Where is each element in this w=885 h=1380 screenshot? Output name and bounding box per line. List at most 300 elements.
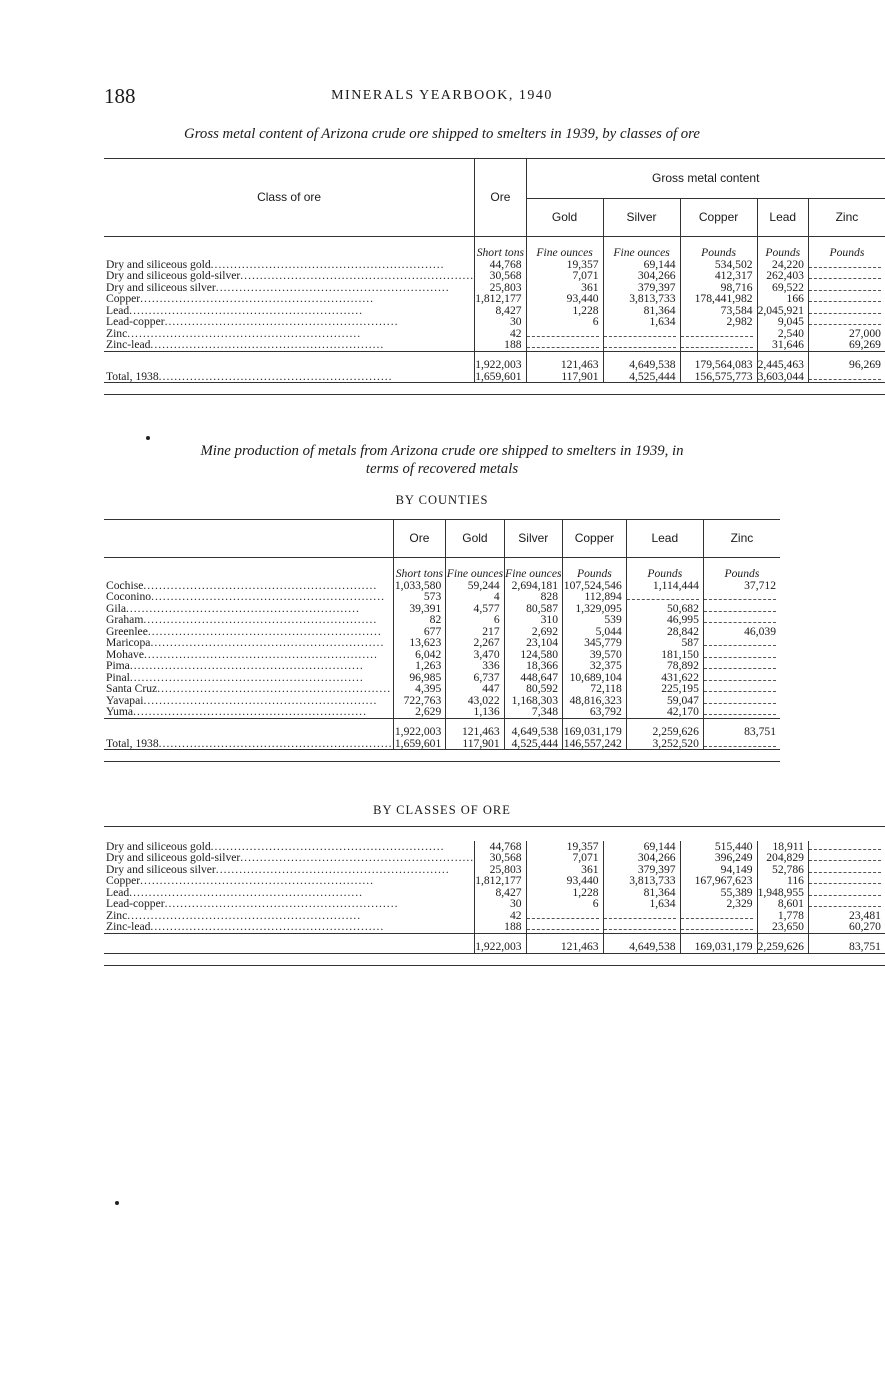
cell-lead: 52,786 — [757, 864, 808, 876]
cell-copper: 63,792 — [563, 706, 627, 718]
blank-dash-line — [604, 340, 676, 348]
cell-gold: 93,440 — [526, 293, 603, 305]
cell-lead: 2,045,921 — [757, 305, 808, 317]
blank-dash-line — [527, 340, 599, 348]
cell-silver: 304,266 — [603, 270, 680, 282]
cell-zinc — [808, 875, 885, 887]
cell-copper: 107,524,546 — [563, 580, 627, 592]
col-header-blank — [104, 520, 393, 558]
table-row — [104, 591, 780, 603]
row-label — [104, 875, 475, 887]
cell-silver: 304,266 — [603, 852, 680, 864]
cell-gold: 6 — [526, 898, 603, 910]
cell-gold — [526, 339, 603, 351]
cell-gold: 336 — [446, 660, 504, 672]
cell-silver: 3,813,733 — [603, 875, 680, 887]
cell-ore: 573 — [393, 591, 446, 603]
cell-silver: 2,694,181 — [504, 580, 562, 592]
cell-zinc — [808, 293, 885, 305]
blank-dash-line — [809, 260, 881, 268]
cell-zinc: 23,481 — [808, 910, 885, 922]
cell-silver: 23,104 — [504, 637, 562, 649]
cell-ore: 42 — [475, 328, 526, 340]
table-row — [104, 637, 780, 649]
cell-zinc: 37,712 — [703, 580, 780, 592]
cell-gold: 117,901 — [446, 738, 504, 750]
cell-copper: 55,389 — [680, 887, 757, 899]
row-label-text: Coconino — [106, 590, 152, 603]
blank-dash-line — [604, 911, 676, 919]
unit-copper: Pounds — [563, 558, 627, 580]
cell-gold: 1,228 — [526, 305, 603, 317]
leader-dots: ............................................................ — [150, 636, 385, 649]
cell-silver: 379,397 — [603, 864, 680, 876]
cell-zinc — [808, 371, 885, 383]
cell-copper: 534,502 — [680, 259, 757, 271]
cell-zinc — [703, 695, 780, 707]
table-row — [104, 270, 885, 282]
cell-ore: 1,659,601 — [475, 371, 526, 383]
cell-lead: 28,842 — [626, 626, 703, 638]
col-header-zinc: Zinc — [703, 520, 780, 558]
cell-silver: 69,144 — [603, 259, 680, 271]
unit-ore: Short tons — [475, 237, 526, 259]
leader-dots: ............................................................ — [125, 601, 360, 615]
cell-zinc — [703, 660, 780, 672]
cell-ore: 1,659,601 — [393, 738, 446, 750]
cell-silver: 4,525,444 — [504, 738, 562, 750]
cell-silver: 1,168,303 — [504, 695, 562, 707]
leader-dots: ............................................................ — [129, 659, 364, 672]
col-header-copper: Copper — [563, 520, 627, 558]
cell-ore: 44,768 — [475, 259, 526, 271]
cell-lead: 3,252,520 — [626, 738, 703, 750]
cell-lead: 23,650 — [757, 921, 808, 933]
row-label — [104, 738, 393, 750]
col-header-gold: Gold — [526, 199, 603, 237]
row-label-text: Maricopa — [106, 636, 151, 649]
cell-copper — [680, 339, 757, 351]
row-label-text: Copper — [106, 874, 141, 887]
col-header-zinc: Zinc — [808, 199, 885, 237]
cell-lead: 1,948,955 — [757, 887, 808, 899]
leader-dots: ............................................................ — [144, 647, 378, 661]
cell-ore: 1,922,003 — [475, 359, 526, 371]
cell-zinc — [703, 683, 780, 695]
leader-dots: ............................................................ — [129, 303, 364, 317]
row-label-text: Zinc-lead — [106, 338, 151, 351]
unit-lead: Pounds — [626, 558, 703, 580]
total-label-blank — [104, 359, 475, 371]
cell-lead: 262,403 — [757, 270, 808, 282]
cell-gold: 121,463 — [526, 941, 603, 953]
cell-lead: 204,829 — [757, 852, 808, 864]
cell-silver: 4,525,444 — [603, 371, 680, 383]
cell-silver — [603, 328, 680, 340]
row-label-text: Dry and siliceous gold — [106, 839, 211, 853]
cell-lead: 24,220 — [757, 259, 808, 271]
cell-silver: 1,634 — [603, 316, 680, 328]
row-label — [104, 706, 393, 718]
cell-copper: 72,118 — [563, 683, 627, 695]
cell-gold: 59,244 — [446, 580, 504, 592]
blank-dash-line — [704, 592, 776, 600]
blank-dash-line — [809, 372, 881, 380]
bottom-pad — [104, 750, 780, 762]
unit-zinc: Pounds — [808, 237, 885, 259]
cell-zinc: 83,751 — [703, 726, 780, 738]
cell-gold: 447 — [446, 683, 504, 695]
cell-lead: 8,601 — [757, 898, 808, 910]
cell-gold: 4,577 — [446, 603, 504, 615]
total-row — [104, 359, 885, 371]
cell-lead: 587 — [626, 637, 703, 649]
blank-dash-line — [704, 650, 776, 658]
cell-ore: 8,427 — [475, 887, 526, 899]
col-header-ore: Ore — [475, 159, 526, 237]
cell-ore: 96,985 — [393, 672, 446, 684]
page-header — [104, 86, 780, 110]
table-row — [104, 316, 885, 328]
row-label — [104, 293, 475, 305]
cell-gold: 6 — [526, 316, 603, 328]
cell-gold: 93,440 — [526, 875, 603, 887]
cell-lead — [626, 591, 703, 603]
cell-gold: 6 — [446, 614, 504, 626]
table-row — [104, 614, 780, 626]
cell-zinc: 96,269 — [808, 359, 885, 371]
blank-dash-line — [681, 329, 753, 337]
cell-copper — [680, 328, 757, 340]
cell-zinc: 60,270 — [808, 921, 885, 933]
cell-copper: 539 — [563, 614, 627, 626]
cell-silver: 4,649,538 — [504, 726, 562, 738]
leader-dots: ............................................................ — [240, 269, 475, 282]
cell-ore: 1,922,003 — [393, 726, 446, 738]
cell-ore: 188 — [475, 339, 526, 351]
cell-copper: 73,584 — [680, 305, 757, 317]
cell-copper — [680, 910, 757, 922]
row-label-text: Pinal — [106, 670, 130, 684]
table-row — [104, 852, 885, 864]
row-label-text: Dry and siliceous silver — [106, 280, 216, 294]
cell-copper: 10,689,104 — [563, 672, 627, 684]
cell-zinc — [703, 649, 780, 661]
unit-gold: Fine ounces — [446, 558, 504, 580]
blank-dash-line — [627, 592, 699, 600]
cell-ore: 1,812,177 — [475, 875, 526, 887]
cell-copper: 169,031,179 — [680, 941, 757, 953]
cell-copper: 2,329 — [680, 898, 757, 910]
blank-dash-line — [527, 911, 599, 919]
unit-silver: Fine ounces — [504, 558, 562, 580]
cell-gold: 6,737 — [446, 672, 504, 684]
counties-table — [104, 519, 780, 762]
cell-copper: 178,441,982 — [680, 293, 757, 305]
blank-dash-line — [809, 842, 881, 850]
cell-copper: 179,564,083 — [680, 359, 757, 371]
cell-silver: 124,580 — [504, 649, 562, 661]
leader-dots: ............................................................ — [157, 682, 392, 695]
row-label-text: Lead-copper — [106, 315, 165, 328]
leader-dots: ............................................................ — [140, 292, 375, 305]
cell-ore: 82 — [393, 614, 446, 626]
cell-ore: 1,812,177 — [475, 293, 526, 305]
stray-mark — [115, 1201, 119, 1205]
row-label-text: Zinc — [106, 326, 128, 340]
cell-lead: 1,778 — [757, 910, 808, 922]
table-row — [104, 293, 885, 305]
cell-silver: 80,587 — [504, 603, 562, 615]
cell-copper: 345,779 — [563, 637, 627, 649]
cell-copper: 396,249 — [680, 852, 757, 864]
unit-zinc: Pounds — [703, 558, 780, 580]
cell-copper: 5,044 — [563, 626, 627, 638]
cell-ore: 722,763 — [393, 695, 446, 707]
cell-silver: 18,366 — [504, 660, 562, 672]
cell-copper: 1,329,095 — [563, 603, 627, 615]
unit-blank — [104, 237, 475, 259]
row-label-text: Total, 1938 — [106, 369, 159, 383]
cell-zinc — [808, 259, 885, 271]
blank-dash-line — [809, 876, 881, 884]
leader-dots: ............................................................ — [140, 874, 375, 887]
blank-dash-line — [527, 329, 599, 337]
cell-lead: 225,195 — [626, 683, 703, 695]
cell-lead: 166 — [757, 293, 808, 305]
cell-zinc: 46,039 — [703, 626, 780, 638]
cell-lead: 2,259,626 — [626, 726, 703, 738]
cell-silver: 828 — [504, 591, 562, 603]
cell-copper — [680, 921, 757, 933]
cell-silver: 80,592 — [504, 683, 562, 695]
table-row — [104, 660, 780, 672]
blank-dash-line — [604, 329, 676, 337]
page-number: 188 — [104, 84, 136, 108]
cell-lead: 59,047 — [626, 695, 703, 707]
cell-lead: 78,892 — [626, 660, 703, 672]
leader-dots: ............................................................ — [210, 257, 445, 271]
cell-lead: 1,114,444 — [626, 580, 703, 592]
leader-dots: ............................................................ — [143, 613, 378, 626]
cell-gold: 217 — [446, 626, 504, 638]
cell-silver: 7,348 — [504, 706, 562, 718]
blank-dash-line — [809, 283, 881, 291]
table2-caption-line1: Mine production of metals from Arizona crude ore shipped to smelters in 1939, in — [200, 443, 684, 459]
subhead-by-classes-of-ore: BY CLASSES OF ORE — [373, 803, 511, 817]
row-label-text: Dry and siliceous gold-silver — [106, 851, 241, 864]
cell-copper: 48,816,323 — [563, 695, 627, 707]
table-row — [104, 706, 780, 718]
unit-copper: Pounds — [680, 237, 757, 259]
leader-dots: ............................................................ — [158, 736, 393, 750]
blank-dash-line — [809, 865, 881, 873]
cell-silver: 81,364 — [603, 305, 680, 317]
classes-of-ore-table — [104, 826, 885, 966]
table-row — [104, 921, 885, 933]
blank-dash-line — [704, 661, 776, 669]
cell-gold: 1,136 — [446, 706, 504, 718]
cell-copper: 94,149 — [680, 864, 757, 876]
cell-zinc: 69,269 — [808, 339, 885, 351]
row-label-text: Dry and siliceous silver — [106, 862, 216, 876]
blank-dash-line — [809, 853, 881, 861]
unit-gold: Fine ounces — [526, 237, 603, 259]
cell-lead: 18,911 — [757, 841, 808, 853]
cell-silver: 2,692 — [504, 626, 562, 638]
row-label-text: Lead — [106, 885, 130, 899]
cell-silver: 1,634 — [603, 898, 680, 910]
row-label-text: Zinc-lead — [106, 920, 151, 933]
cell-gold: 1,228 — [526, 887, 603, 899]
subhead-by-counties: BY COUNTIES — [395, 493, 489, 507]
cell-ore: 6,042 — [393, 649, 446, 661]
cell-ore: 42 — [475, 910, 526, 922]
cell-zinc — [808, 305, 885, 317]
col-header-silver: Silver — [603, 199, 680, 237]
total-1938-row — [104, 738, 780, 750]
cell-lead: 2,540 — [757, 328, 808, 340]
cell-ore: 30,568 — [475, 270, 526, 282]
cell-zinc — [703, 614, 780, 626]
blank-dash-line — [704, 684, 776, 692]
bottom-pad — [104, 383, 885, 395]
leader-dots: ............................................................ — [143, 578, 378, 592]
leader-dots: ............................................................ — [215, 862, 450, 876]
blank-dash-line — [681, 911, 753, 919]
col-header-gross-metal-content: Gross metal content — [526, 159, 885, 199]
cell-ore: 1,033,580 — [393, 580, 446, 592]
leader-dots: ............................................................ — [158, 369, 393, 383]
row-label-text: Dry and siliceous gold-silver — [106, 269, 241, 282]
cell-gold: 7,071 — [526, 852, 603, 864]
row-label — [104, 660, 393, 672]
cell-silver: 81,364 — [603, 887, 680, 899]
leader-dots: ............................................................ — [164, 897, 399, 910]
cell-zinc — [808, 864, 885, 876]
cell-gold — [526, 328, 603, 340]
cell-ore: 30 — [475, 316, 526, 328]
cell-zinc — [703, 672, 780, 684]
cell-copper: 167,967,623 — [680, 875, 757, 887]
row-label-text: Pima — [106, 659, 130, 672]
blank-dash-line — [809, 888, 881, 896]
row-label-text: Greenlee — [106, 624, 148, 638]
cell-zinc: 83,751 — [808, 941, 885, 953]
cell-lead: 50,682 — [626, 603, 703, 615]
unit-row — [104, 237, 885, 259]
leader-dots: ............................................................ — [164, 315, 399, 328]
cell-ore: 30,568 — [475, 852, 526, 864]
cell-ore: 8,427 — [475, 305, 526, 317]
row-label — [104, 316, 475, 328]
table2-caption-line2: terms of recovered metals — [365, 461, 519, 477]
cell-lead: 431,622 — [626, 672, 703, 684]
row-label-text: Total, 1938 — [106, 736, 159, 750]
cell-ore: 25,803 — [475, 864, 526, 876]
row-label — [104, 339, 475, 351]
cell-silver — [603, 339, 680, 351]
cell-gold: 4 — [446, 591, 504, 603]
cell-silver: 310 — [504, 614, 562, 626]
cell-zinc — [808, 841, 885, 853]
bottom-pad — [104, 953, 885, 965]
cell-silver: 379,397 — [603, 282, 680, 294]
unit-row — [104, 558, 780, 580]
blank-dash-line — [809, 899, 881, 907]
cell-lead: 3,603,044 — [757, 371, 808, 383]
cell-copper: 32,375 — [563, 660, 627, 672]
cell-zinc — [808, 887, 885, 899]
leader-dots: ............................................................ — [240, 851, 475, 864]
row-label — [104, 898, 475, 910]
table-row — [104, 898, 885, 910]
blank-dash-line — [704, 638, 776, 646]
row-label-text: Copper — [106, 292, 141, 305]
cell-ore: 25,803 — [475, 282, 526, 294]
blank-dash-line — [809, 294, 881, 302]
cell-zinc — [808, 852, 885, 864]
blank-dash-line — [704, 615, 776, 623]
cell-copper: 412,317 — [680, 270, 757, 282]
cell-gold: 117,901 — [526, 371, 603, 383]
cell-copper: 112,894 — [563, 591, 627, 603]
cell-lead: 69,522 — [757, 282, 808, 294]
cell-silver: 448,647 — [504, 672, 562, 684]
cell-gold: 43,022 — [446, 695, 504, 707]
cell-ore: 2,629 — [393, 706, 446, 718]
row-label — [104, 921, 475, 933]
col-header-lead: Lead — [757, 199, 808, 237]
cell-gold: 121,463 — [526, 359, 603, 371]
leader-dots: ............................................................ — [129, 670, 364, 684]
cell-lead: 9,045 — [757, 316, 808, 328]
cell-ore: 677 — [393, 626, 446, 638]
leader-dots: ............................................................ — [147, 624, 382, 638]
row-label-text: Cochise — [106, 578, 144, 592]
cell-silver: 4,649,538 — [603, 941, 680, 953]
cell-gold: 3,470 — [446, 649, 504, 661]
cell-gold: 19,357 — [526, 259, 603, 271]
col-header-silver: Silver — [504, 520, 562, 558]
cell-zinc — [808, 316, 885, 328]
cell-gold: 361 — [526, 864, 603, 876]
cell-ore: 13,623 — [393, 637, 446, 649]
row-label-text: Yavapai — [106, 693, 144, 707]
blank-dash-line — [809, 317, 881, 325]
cell-silver: 69,144 — [603, 841, 680, 853]
blank-dash-line — [681, 340, 753, 348]
col-header-copper: Copper — [680, 199, 757, 237]
cell-silver — [603, 910, 680, 922]
col-header-gold: Gold — [446, 520, 504, 558]
row-label — [104, 591, 393, 603]
row-label — [104, 371, 475, 383]
cell-gold — [526, 921, 603, 933]
cell-copper: 169,031,179 — [563, 726, 627, 738]
blank-dash-line — [704, 696, 776, 704]
unit-ore: Short tons — [393, 558, 446, 580]
leader-dots: ............................................................ — [143, 693, 378, 707]
cell-zinc — [808, 898, 885, 910]
table-row — [104, 683, 780, 695]
table-row — [104, 339, 885, 351]
cell-lead: 2,445,463 — [757, 359, 808, 371]
cell-copper: 146,557,242 — [563, 738, 627, 750]
running-head: MINERALS YEARBOOK, 1940 — [331, 88, 553, 103]
cell-ore: 39,391 — [393, 603, 446, 615]
cell-copper: 156,575,773 — [680, 371, 757, 383]
